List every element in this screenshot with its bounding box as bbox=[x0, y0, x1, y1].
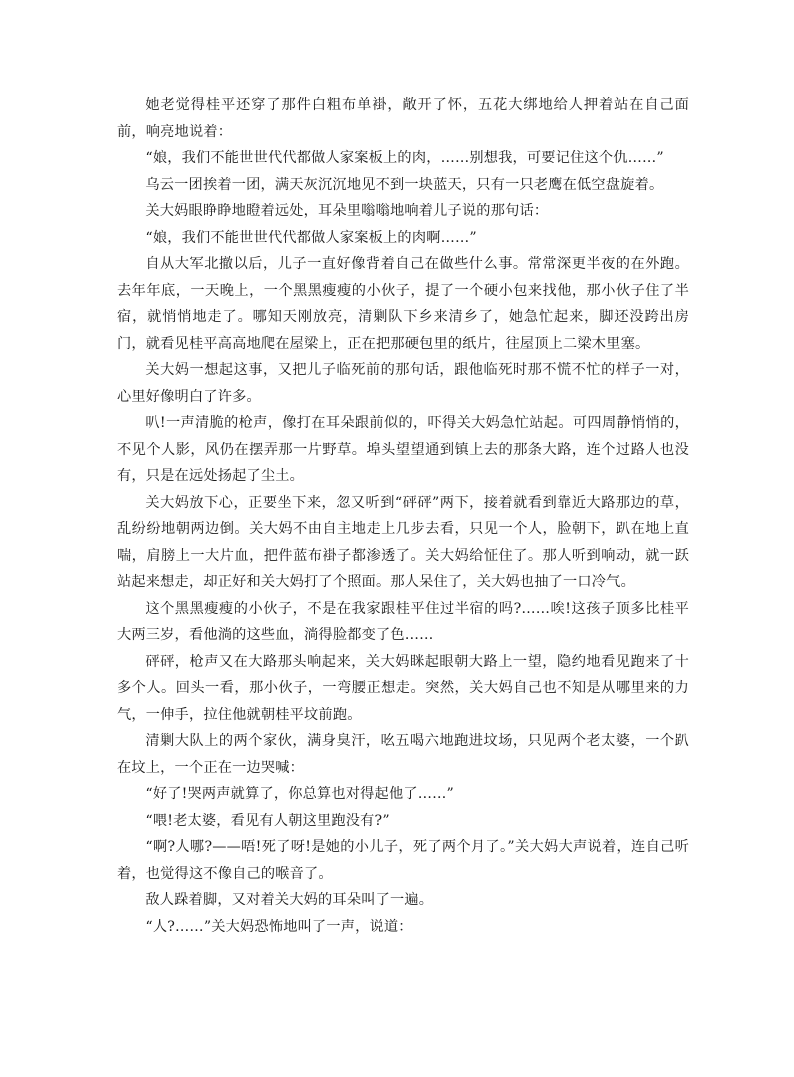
paragraph-8: 叭!一声清脆的枪声，像打在耳朵跟前似的，吓得关大妈急忙站起。可四周静悄悄的，不见个人影，风仍在摆弄那一片野草。埠头望望通到镇上去的那条大路，连个过路人也没有，只是在远处扬起了尘土。 bbox=[117, 415, 689, 484]
paragraph-17: “人?……”关大妈恐怖地叫了一声，说道： bbox=[145, 918, 413, 935]
paragraph-9: 关大妈放下心，正要坐下来，忽又听到“砰砰”两下，接着就看到靠近大路那边的草，乱纷纷地朝两边倒。关大妈不由自主地走上几步去看，只见一个人，脸朝下，趴在地上直喘，肩膀上一大片血，把件蓝布褂子都渗透了。关大妈给怔住了。那人听到响动，就一跃站起来想走，却正好和关大妈打了个照面。那人呆住了，关大妈也抽了一口冷气。 bbox=[117, 494, 689, 590]
paragraph-4: 关大妈眼睁睁地瞪着远处，耳朵里嗡嗡地响着儿子说的那句话： bbox=[145, 203, 549, 219]
paragraph-15: “啊?人哪?——唔!死了呀!是她的小儿子，死了两个月了。”关大妈大声说着，连自己听着，也觉得这不像自己的喉音了。 bbox=[117, 839, 689, 882]
paragraph-3: 乌云一团挨着一团，满天灰沉沉地见不到一块蓝天，只有一只老鹰在低空盘旋着。 bbox=[145, 176, 664, 193]
paragraph-10: 这个黑黑瘦瘦的小伙子，不是在我家跟桂平住过半宿的吗?……唉!这孩子顶多比桂平大两三岁，看他淌的这些血，淌得脸都变了色…… bbox=[117, 600, 689, 643]
document-page bbox=[117, 92, 689, 940]
paragraph-11: 砰砰，枪声又在大路那头响起来，关大妈眯起眼朝大路上一望，隐约地看见跑来了十多个人。回头一看，那小伙子，一弯腰正想走。突然，关大妈自己也不知是从哪里来的力气，一伸手，拉住他就朝桂平坟前跑。 bbox=[117, 653, 689, 723]
paragraph-1: 她老觉得桂平还穿了那件白粗布单褂，敞开了怀，五花大绑地给人押着站在自己面前，响亮地说着： bbox=[117, 97, 689, 140]
paragraph-5: “娘，我们不能世世代代都做人家案板上的肉啊……” bbox=[145, 229, 477, 246]
paragraph-7: 关大妈一想起这事，又把儿子临死前的那句话，跟他临死时那不慌不忙的样子一对，心里好像明白了许多。 bbox=[117, 362, 689, 405]
paragraph-6: 自从大军北撤以后，儿子一直好像背着自己在做些什么事。常常深更半夜的在外跑。去年年底，一天晚上，一个黑黑瘦瘦的小伙子，提了一个硬小包来找他，那小伙子住了半宿，就悄悄地走了。哪知天刚放亮，清剿队下乡来清乡了，她急忙起来，脚还没跨出房门，就看见桂平高高地爬在屋梁上，正在把那硬包里的纸片，往屋顶上二梁木里塞。 bbox=[117, 256, 689, 352]
paragraph-13: “好了!哭两声就算了，你总算也对得起他了……” bbox=[145, 786, 454, 802]
paragraph-2: “娘，我们不能世世代代都做人家案板上的肉，……别想我，可要记住这个仇……” bbox=[145, 150, 664, 166]
paragraph-14: “喂!老太婆，看见有人朝这里跑没有?” bbox=[145, 812, 390, 829]
paragraph-16: 敌人跺着脚，又对着关大妈的耳朵叫了一遍。 bbox=[145, 892, 434, 908]
paragraph-12: 清剿大队上的两个家伙，满身臭汗，吆五喝六地跑进坟场，只见两个老太婆，一个趴在坟上，一个正在一边哭喊： bbox=[117, 733, 689, 776]
